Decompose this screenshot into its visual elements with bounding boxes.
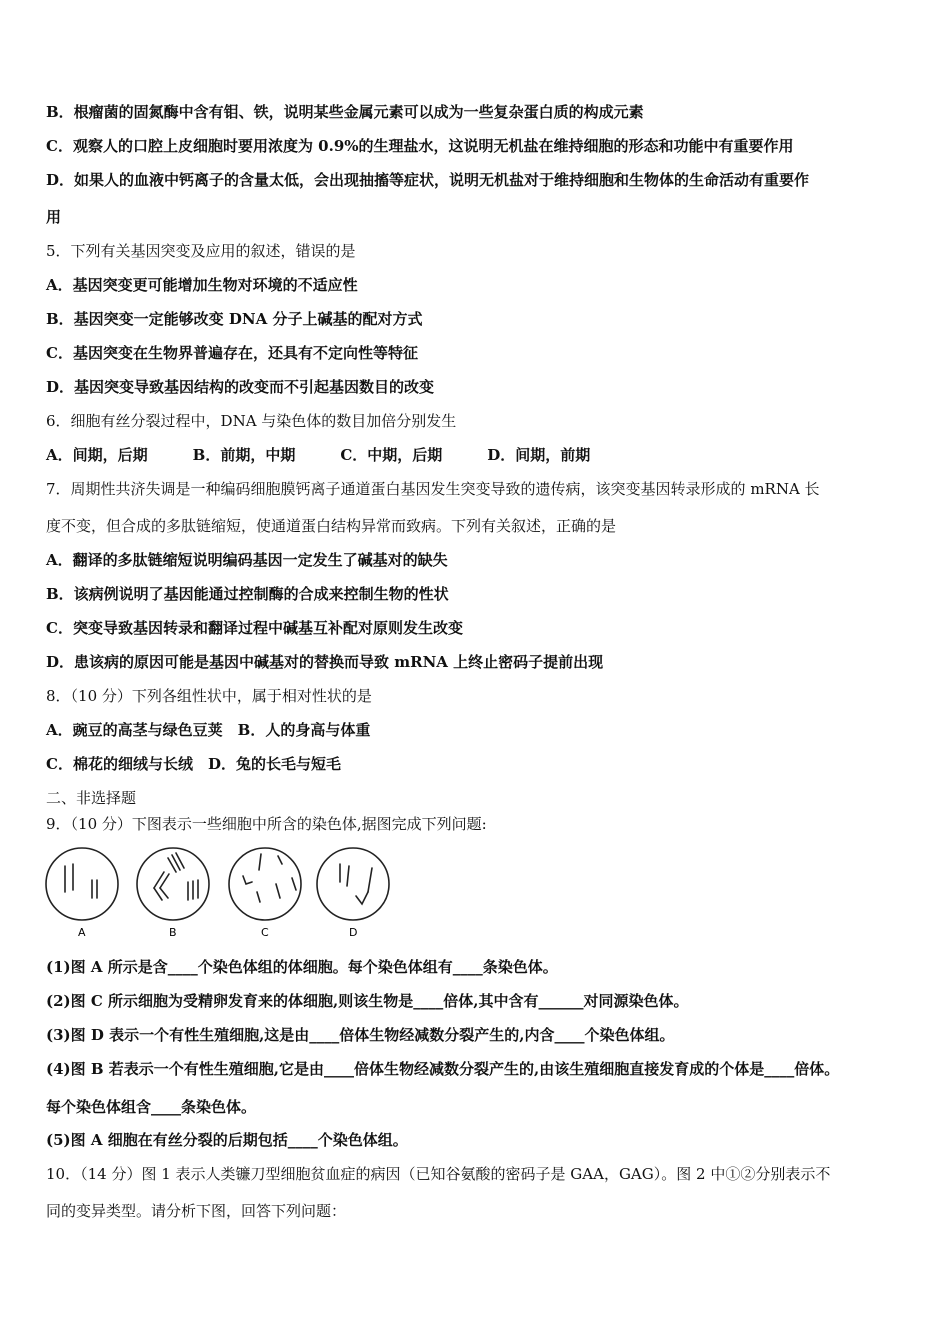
question-10-cont: 同的变异类型。请分析下图，回答下列问题： bbox=[46, 1202, 347, 1220]
option-5c: C．基因突变在生物界普遍存在，还具有不定向性等特征 bbox=[46, 344, 418, 362]
option-4d-cont: 用 bbox=[46, 208, 62, 226]
cell-c bbox=[229, 848, 301, 920]
chromosome-figure bbox=[40, 842, 400, 942]
section-heading: 二、非选择题 bbox=[46, 789, 137, 807]
option-7d: D．患该病的原因可能是基因中碱基对的替换而导致 mRNA 上终止密码子提前出现 bbox=[46, 653, 604, 671]
option-4c: C．观察人的口腔上皮细胞时要用浓度为 0.9%的生理盐水，这说明无机盐在维持细胞的形态和功能中有重要作用 bbox=[46, 137, 794, 155]
option-4b: B．根瘤菌的固氮酶中含有钼、铁，说明某些金属元素可以成为一些复杂蛋白质的构成元素 bbox=[46, 103, 644, 121]
question-7-cont: 度不变，但合成的多肽链缩短，使通道蛋白结构异常而致病。下列有关叙述，正确的是 bbox=[46, 517, 617, 535]
question-9-part3: (3)图 D 表示一个有性生殖细胞,这是由____倍体生物经减数分裂产生的,内含____个染色体组。 bbox=[46, 1026, 675, 1044]
option-5a: A．基因突变更可能增加生物对环境的不适应性 bbox=[46, 276, 358, 294]
options-8ab: A．豌豆的高茎与绿色豆荚 B．人的身高与体重 bbox=[46, 721, 371, 739]
question-6: 6．细胞有丝分裂过程中，DNA 与染色体的数目加倍分别发生 bbox=[46, 412, 457, 430]
question-8: 8．（10 分）下列各组性状中，属于相对性状的是 bbox=[46, 687, 372, 705]
question-9-part4: (4)图 B 若表示一个有性生殖细胞,它是由____倍体生物经减数分裂产生的,由该生殖细胞直接发育成的个体是____倍体。 bbox=[46, 1060, 840, 1078]
option-5d: D．基因突变导致基因结构的改变而不引起基因数目的改变 bbox=[46, 378, 435, 396]
figure-label-b: B bbox=[169, 926, 177, 939]
figure-label-d: D bbox=[349, 926, 358, 939]
options-8cd: C．棉花的细绒与长绒 D．兔的长毛与短毛 bbox=[46, 755, 341, 773]
figure-label-c: C bbox=[261, 926, 269, 939]
question-7: 7．周期性共济失调是一种编码细胞膜钙离子通道蛋白基因发生突变导致的遗传病，该突变基因转录形成的 mRNA 长 bbox=[46, 480, 820, 498]
question-9-part5: (5)图 A 细胞在有丝分裂的后期包括____个染色体组。 bbox=[46, 1131, 408, 1149]
option-7a: A．翻译的多肽链缩短说明编码基因一定发生了碱基对的缺失 bbox=[46, 551, 448, 569]
question-9-part1: (1)图 A 所示是含____个染色体组的体细胞。每个染色体组有____条染色体。 bbox=[46, 958, 558, 976]
question-10: 10．（14 分）图 1 表示人类镰刀型细胞贫血症的病因（已知谷氨酸的密码子是 GAA，GAG）。图 2 中①②分别表示不 bbox=[46, 1165, 831, 1183]
cell-a bbox=[46, 848, 118, 920]
option-7c: C．突变导致基因转录和翻译过程中碱基互补配对原则发生改变 bbox=[46, 619, 463, 637]
question-9-part2: (2)图 C 所示细胞为受精卵发育来的体细胞,则该生物是____倍体,其中含有______对同源染色体。 bbox=[46, 992, 689, 1010]
figure-label-a: A bbox=[78, 926, 86, 939]
option-7b: B．该病例说明了基因能通过控制酶的合成来控制生物的性状 bbox=[46, 585, 449, 603]
question-9: 9．（10 分）下图表示一些细胞中所含的染色体,据图完成下列问题: bbox=[46, 815, 487, 833]
option-5b: B．基因突变一定能够改变 DNA 分子上碱基的配对方式 bbox=[46, 310, 423, 328]
options-6: A．间期，后期 B．前期，中期 C．中期，后期 D．间期，前期 bbox=[46, 446, 591, 464]
question-9-part4-cont: 每个染色体组含____条染色体。 bbox=[46, 1098, 257, 1116]
question-5: 5．下列有关基因突变及应用的叙述，错误的是 bbox=[46, 242, 356, 260]
option-4d: D．如果人的血液中钙离子的含量太低，会出现抽搐等症状，说明无机盐对于维持细胞和生物体的生命活动有重要作 bbox=[46, 171, 810, 189]
cell-d bbox=[317, 848, 389, 920]
